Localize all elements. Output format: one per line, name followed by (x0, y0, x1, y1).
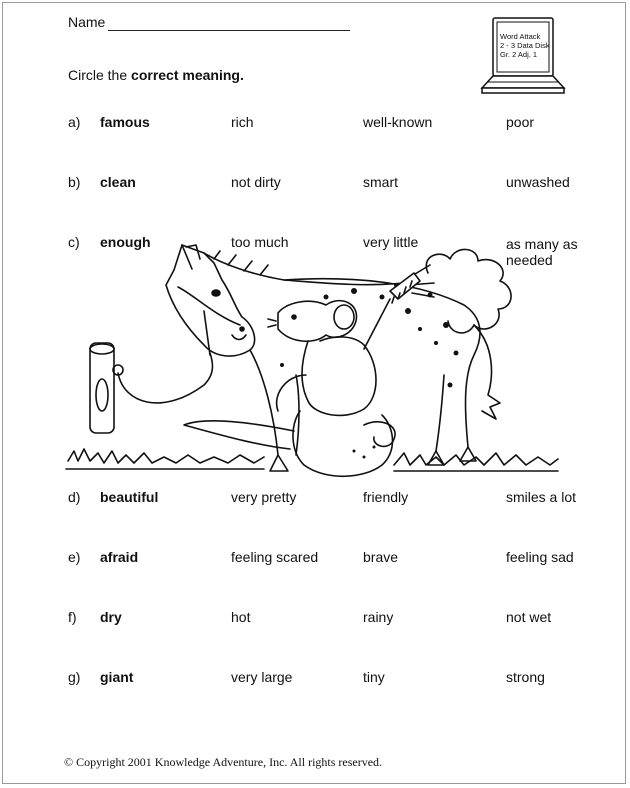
instructions-prefix: Circle the (68, 67, 132, 83)
question-word: clean (100, 174, 136, 190)
name-line[interactable] (108, 30, 350, 31)
answer-option[interactable]: strong (506, 669, 545, 685)
answer-option[interactable]: too much (231, 234, 289, 250)
question-letter: f) (68, 609, 77, 625)
question-letter: c) (68, 234, 80, 250)
answer-option[interactable]: unwashed (506, 174, 570, 190)
instructions-bold: correct meaning. (131, 67, 244, 83)
answer-option[interactable]: well-known (363, 114, 433, 130)
answer-option[interactable]: tiny (363, 669, 385, 685)
question-letter: e) (68, 549, 81, 565)
question-word: beautiful (100, 489, 159, 505)
answer-option[interactable]: very pretty (231, 489, 297, 505)
instructions (68, 67, 244, 83)
answer-option[interactable]: friendly (363, 489, 409, 505)
question-row-e (0, 549, 630, 569)
badge-text (500, 32, 560, 59)
answer-option[interactable]: smart (363, 174, 398, 190)
answer-option[interactable]: feeling scared (231, 549, 319, 565)
question-word: enough (100, 234, 151, 250)
question-word: giant (100, 669, 134, 685)
horse-and-mouse-illustration (64, 225, 560, 483)
answer-option[interactable]: rainy (363, 609, 394, 625)
answer-option[interactable]: very little (363, 234, 419, 250)
question-word: famous (100, 114, 150, 130)
name-label: Name (68, 14, 106, 30)
question-row-b (0, 174, 630, 194)
answer-option[interactable]: hot (231, 609, 251, 625)
question-row-a (0, 114, 630, 134)
question-word: afraid (100, 549, 139, 565)
answer-option[interactable]: poor (506, 114, 535, 130)
answer-option[interactable]: not dirty (231, 174, 281, 190)
answer-option[interactable]: smiles a lot (506, 489, 577, 505)
question-row-g (0, 669, 630, 689)
answer-option[interactable]: brave (363, 549, 399, 565)
answer-option[interactable]: not wet (506, 609, 552, 625)
answer-option[interactable]: rich (231, 114, 254, 130)
answer-option[interactable]: very large (231, 669, 293, 685)
badge-line: 2 - 3 Data Disk (500, 41, 550, 50)
question-row-f (0, 609, 630, 629)
answer-option[interactable]: as many as needed (506, 236, 578, 268)
badge-line: Word Attack (500, 32, 541, 41)
question-letter: b) (68, 174, 81, 190)
answer-option[interactable]: feeling sad (506, 549, 574, 565)
question-row-d (0, 489, 630, 509)
question-letter: g) (68, 669, 81, 685)
question-word: dry (100, 609, 122, 625)
badge-line: Gr. 2 Adj. 1 (500, 50, 538, 59)
copyright-footer: © Copyright 2001 Knowledge Adventure, Inc. All rights reserved. (64, 755, 383, 769)
question-letter: a) (68, 114, 81, 130)
question-letter: d) (68, 489, 81, 505)
